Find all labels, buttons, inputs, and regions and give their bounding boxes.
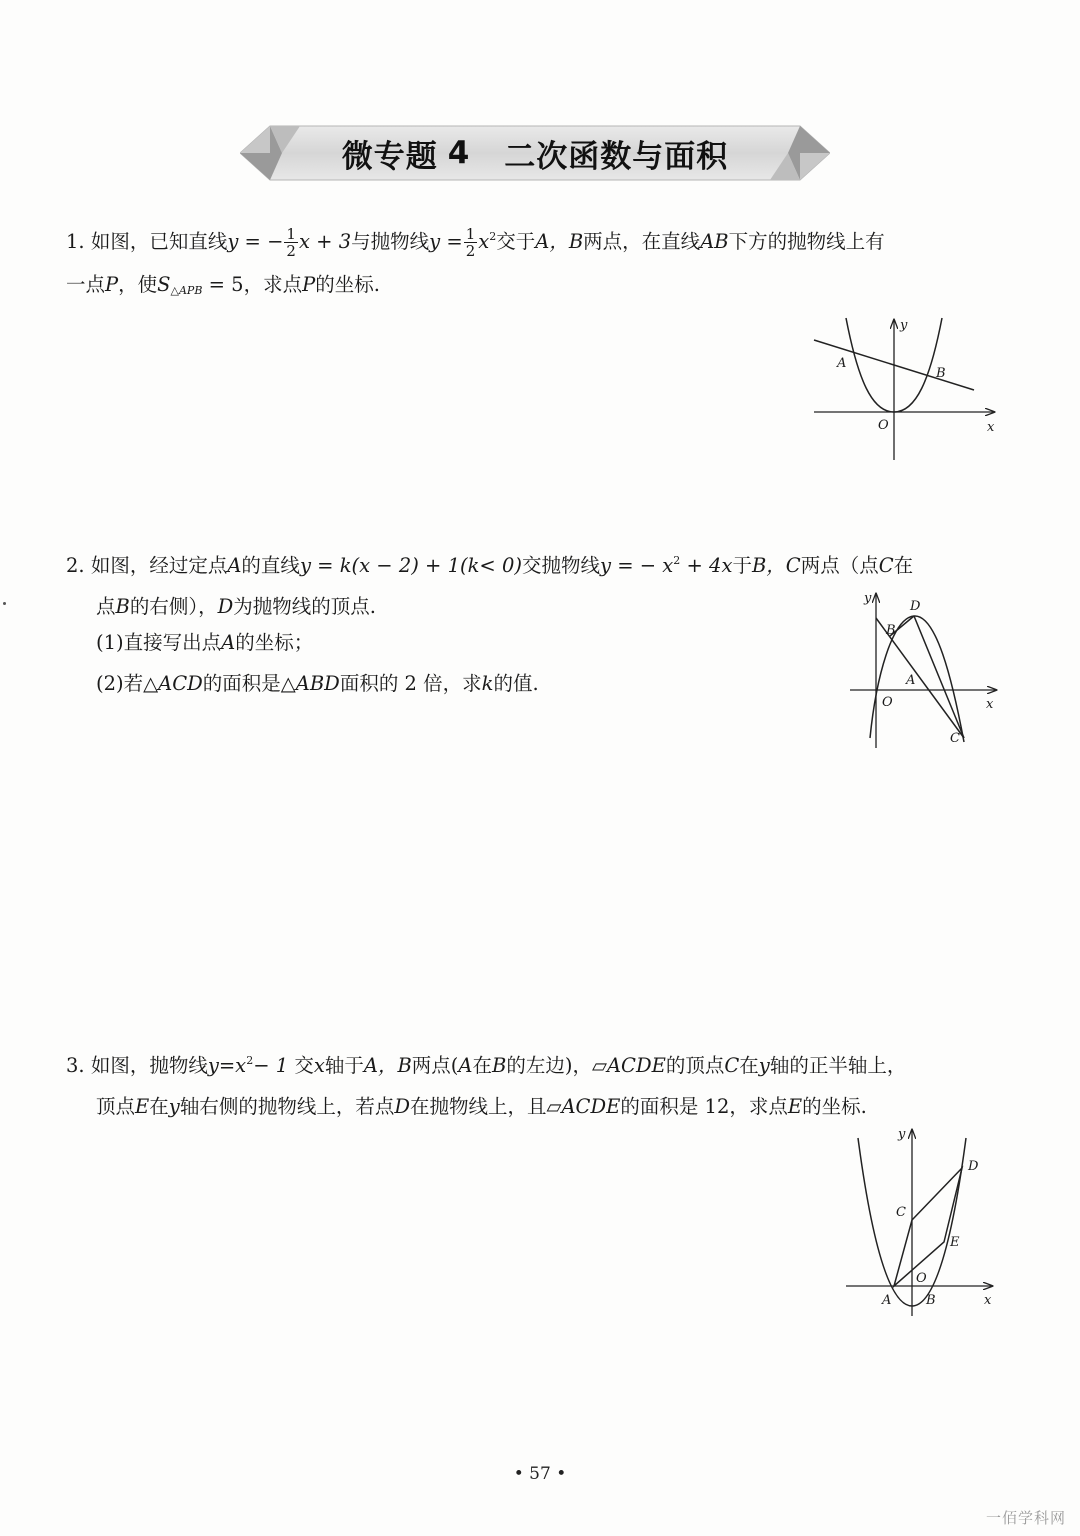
label-c: C — [896, 1205, 906, 1220]
label-a: A — [837, 356, 847, 371]
problem-3 — [66, 1040, 1006, 1127]
label-b: B — [936, 366, 946, 381]
figure-3 — [842, 1124, 1002, 1319]
label-o: O — [878, 418, 889, 433]
problem-1-text-line-1: 1. 如图，已知直线y = − $\frac{1}{2}$ x + 3与抛物线y = $\frac{1}{2}$ $x^2$交于A，B两点，在直线AB下方的抛物线上有 — [66, 225, 885, 260]
label-e: E — [950, 1235, 960, 1250]
problem-2-subquestion-1: (1)直接写出点A的坐标； — [96, 631, 314, 654]
figure-1 — [806, 310, 1006, 465]
label-y: y — [900, 318, 908, 333]
page-title: 微专题 4 二次函数与面积 — [341, 135, 729, 175]
problem-2-subquestion-2: (2)若△ACD的面积是△ABD面积的 2 倍，求k的值. — [96, 672, 539, 695]
watermark: 一佰学科网 — [985, 1509, 1066, 1527]
problem-1-text-line-2: 一点P，使$S_{\triangle APB} = 5$，求点P的坐标. — [66, 273, 380, 297]
problem-1 — [66, 216, 1006, 311]
fraction-one-half: $\frac{1}{2}$ — [465, 225, 476, 260]
label-x: x — [984, 1293, 992, 1308]
parabola — [870, 616, 964, 742]
problem-3-text-line-1: 3. 如图，抛物线$y=x^2- 1$ 交x轴于A，B两点(A在B的左边)，▱ACDE的顶点C在y轴的正半轴上， — [66, 1054, 907, 1077]
scan-speck — [3, 602, 6, 605]
figure-2 — [846, 588, 1006, 753]
segment-dc — [914, 616, 964, 738]
label-a: A — [906, 673, 916, 688]
label-b: B — [886, 623, 896, 638]
label-d: D — [910, 599, 921, 614]
label-o: O — [916, 1271, 927, 1286]
label-o: O — [882, 695, 893, 710]
problem-2-text-line-2: 点B的右侧），D为抛物线的顶点. — [96, 595, 376, 618]
fraction-one-half: $\frac{1}{2}$ — [286, 225, 296, 260]
label-b: B — [926, 1293, 936, 1308]
label-d: D — [968, 1159, 979, 1174]
label-c: C — [950, 731, 960, 746]
page-number: • 57 • — [513, 1464, 567, 1484]
label-a: A — [882, 1293, 892, 1308]
title-banner — [240, 122, 830, 184]
label-x: x — [986, 697, 994, 712]
problem-2-text-line-1: 2. 如图，经过定点A的直线y = k(x − 2) + 1(k< 0)交抛物线y = − $x^2 + 4x$于B，C两点（点C在 — [66, 554, 914, 577]
label-x: x — [987, 420, 995, 435]
label-y: y — [864, 591, 872, 606]
label-y: y — [898, 1127, 906, 1142]
problem-3-text-line-2: 顶点E在y轴右侧的抛物线上，若点D在抛物线上，且▱ACDE的面积是 12，求点E的坐标. — [96, 1095, 867, 1118]
